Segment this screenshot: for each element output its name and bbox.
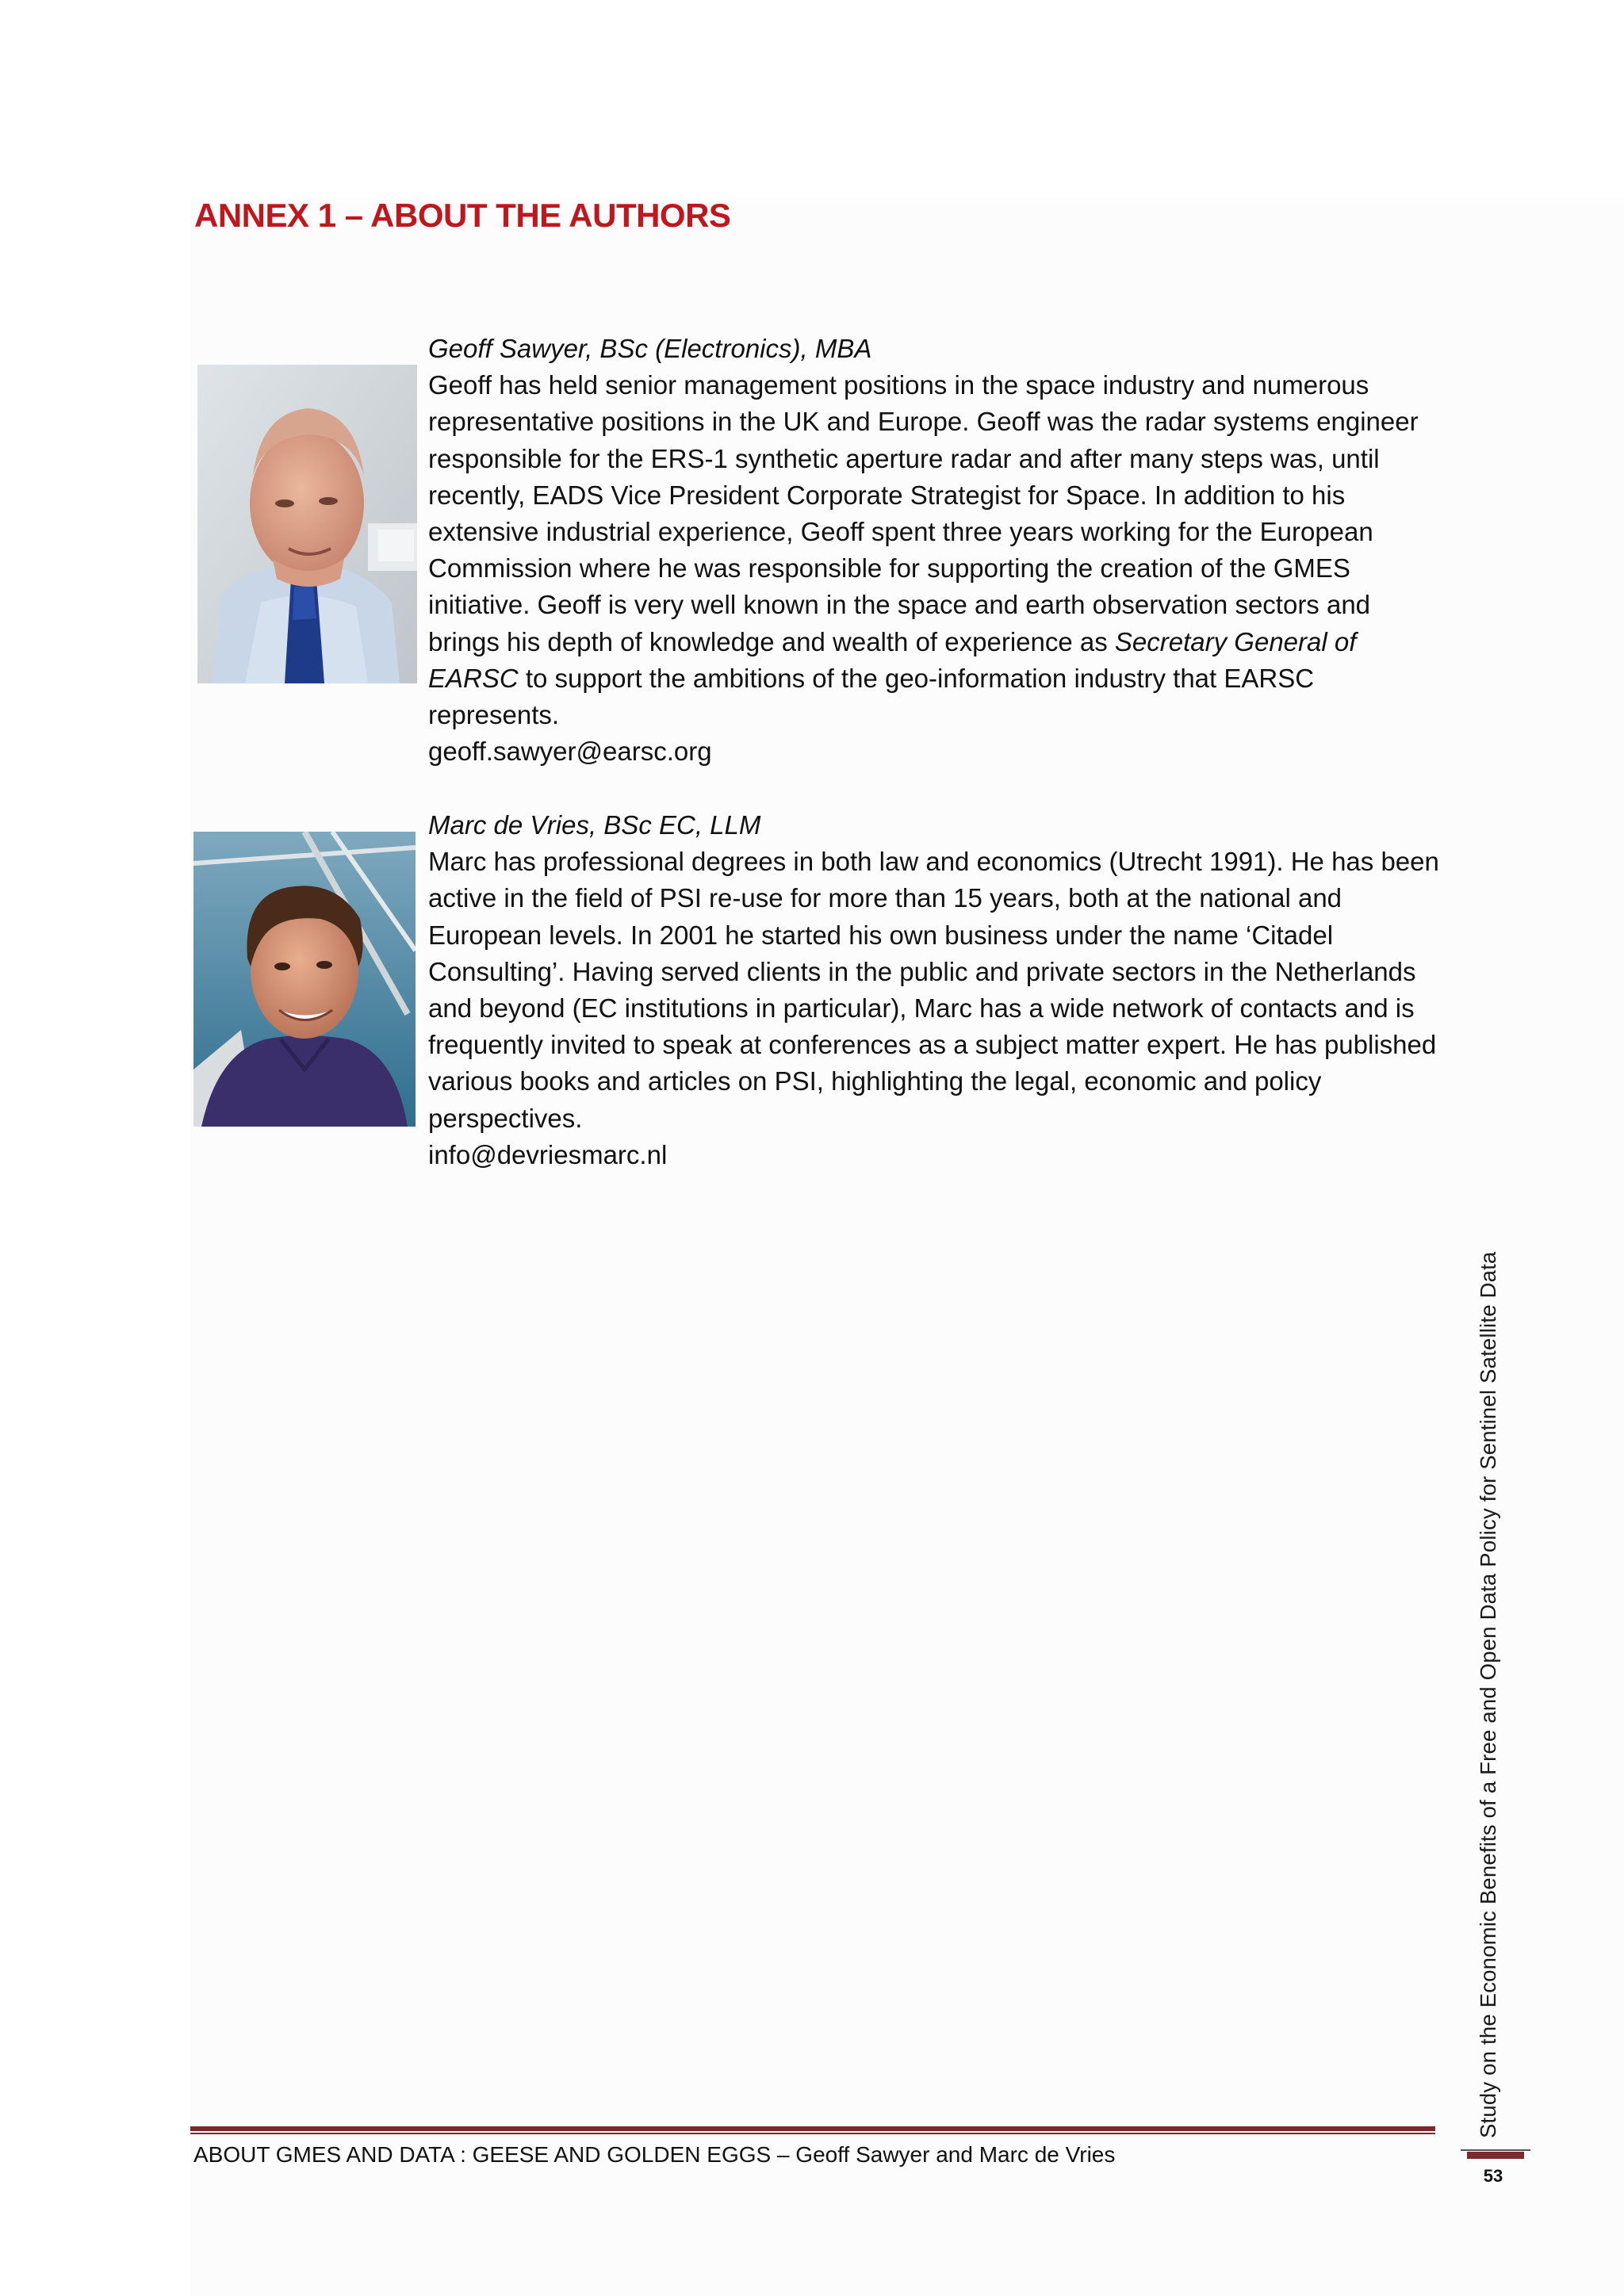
side-running-title: Study on the Economic Benefits of a Free and Open Data Policy for Sentinel Satellite Data — [1476, 1251, 1500, 2138]
page-number-rule — [1461, 2149, 1530, 2151]
page-number: 53 — [1483, 2166, 1503, 2186]
footer-text: ABOUT GMES AND DATA : GEESE AND GOLDEN EGGS – Geoff Sawyer and Marc de Vries — [193, 2142, 1116, 2167]
author-email[interactable]: info@devriesmarc.nl — [428, 1139, 668, 1169]
author-bio-text: Geoff has held senior management positions in the space industry and numerous representative positions in the UK and Europe. Geoff was the radar systems engineer responsible for the ERS-1 synthetic aperture radar and after many steps was, until recently, EADS Vice President Corporate Strategist for Space. In addition to his extensive industrial experience, Geoff spent three years working for the European Commission where he was responsible for supporting the creation of the GMES initiative. Geoff is very well known in the space and earth observation sectors and brings his depth of knowledge and wealth of experience as — [428, 370, 1419, 656]
author-bio: Marc has professional degrees in both law and economics (Utrecht 1991). He has been active in the field of PSI re-use for more than 15 years, both at the national and European levels. In 2001 he started his own business under the name ‘Citadel Consulting’. Having served clients in the public and private sectors in the Netherlands and beyond (EC institutions in particular), Marc has a wide network of contacts and is frequently invited to speak at conferences as a subject matter expert. He has published various books and articles on PSI, highlighting the legal, economic and policy perspectives. — [428, 847, 1439, 1133]
author-photo-geoff-sawyer — [197, 365, 417, 683]
author-bio-text-end: to support the ambitions of the geo-information industry that EARSC represents. — [428, 663, 1315, 730]
page-number-bar — [1467, 2152, 1524, 2159]
author-name: Geoff Sawyer, BSc (Electronics), MBA — [428, 334, 872, 363]
author-name: Marc de Vries, BSc EC, LLM — [428, 810, 761, 840]
author-bio — [428, 367, 1439, 733]
author-photo-marc-de-vries — [193, 832, 416, 1127]
footer-rule-thin — [190, 2133, 1435, 2134]
author-entry-marc-de-vries — [428, 807, 1439, 1173]
author-entry-geoff-sawyer — [428, 331, 1439, 770]
author-role: Secretary General of EARSC — [428, 626, 1357, 693]
author-email[interactable]: geoff.sawyer@earsc.org — [428, 737, 712, 767]
footer-rule — [190, 2126, 1435, 2131]
annex-title: ANNEX 1 – ABOUT THE AUTHORS — [194, 197, 731, 234]
